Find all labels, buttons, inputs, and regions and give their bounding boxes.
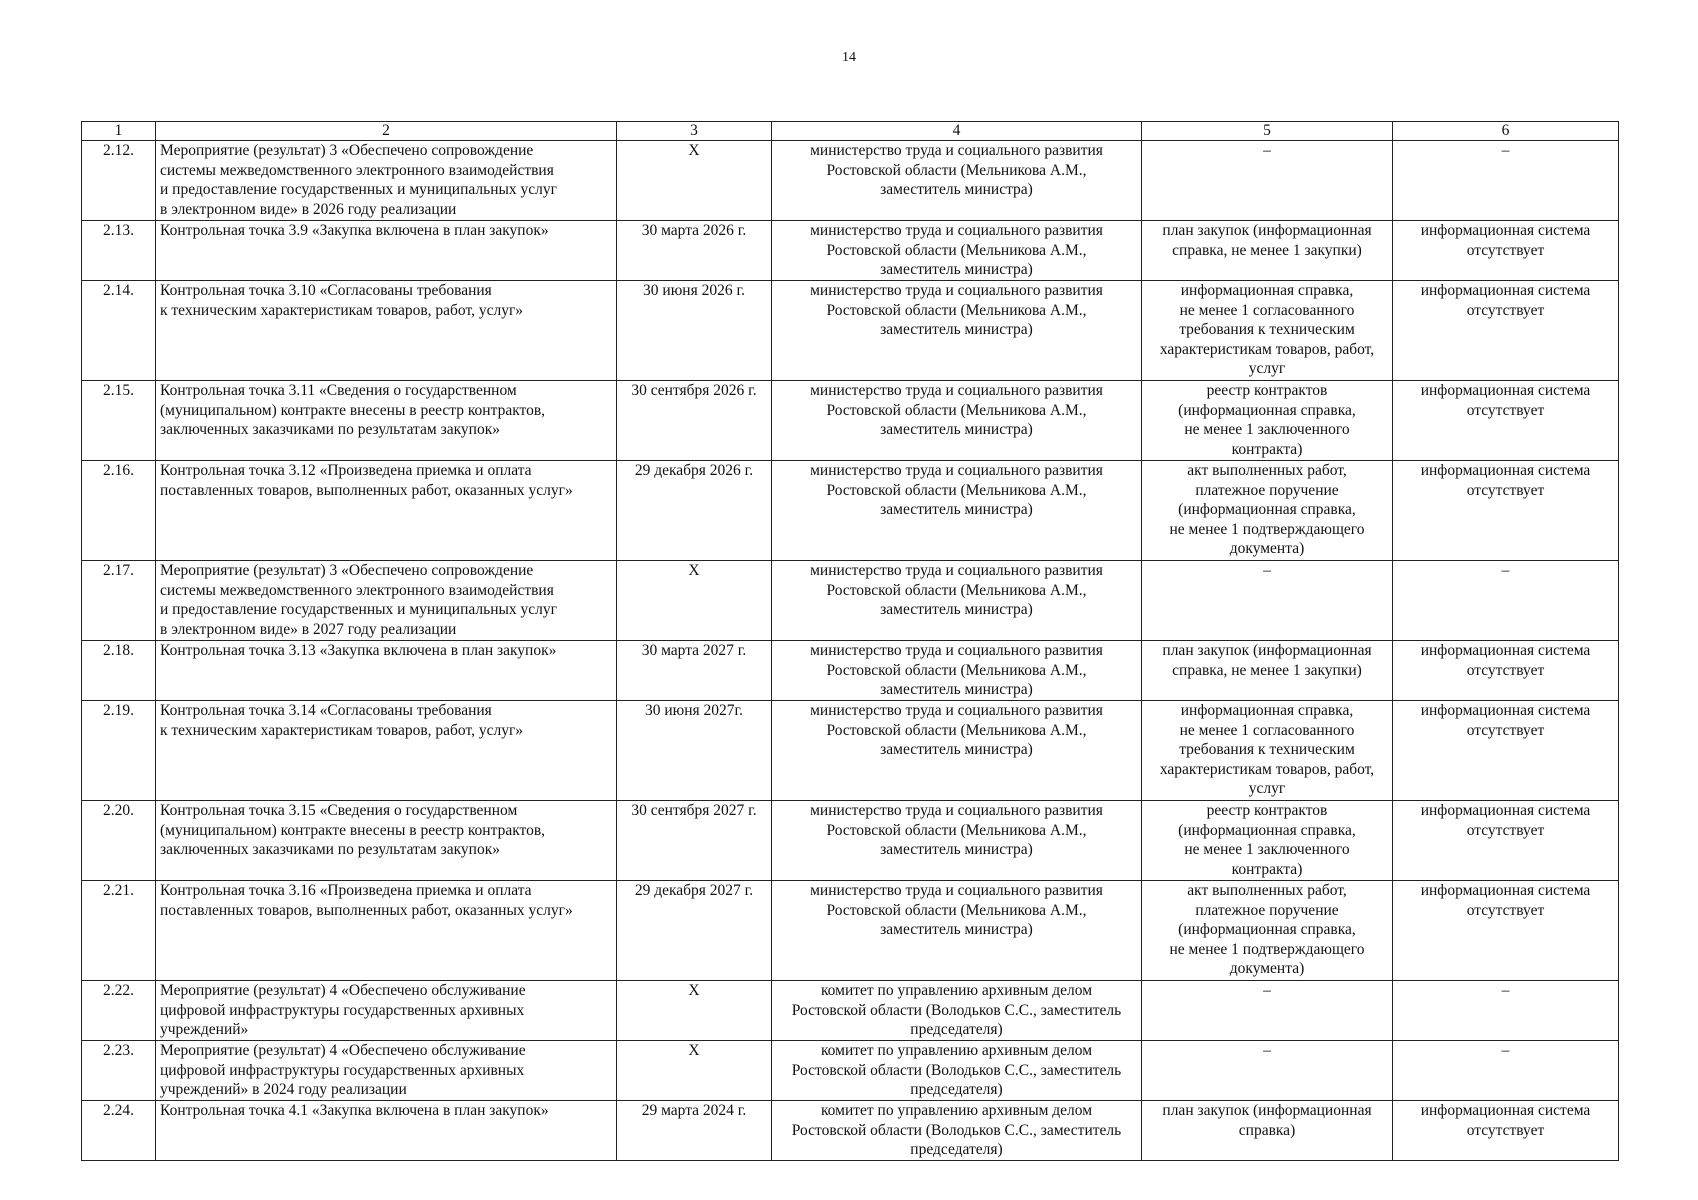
deadline-date-cell bbox=[617, 221, 772, 281]
row-number-cell bbox=[82, 1041, 156, 1101]
row-number: 2.13. bbox=[103, 222, 134, 239]
information-system-cell bbox=[1393, 141, 1619, 221]
confirming-document-cell bbox=[1142, 381, 1393, 461]
plan-table bbox=[81, 121, 1619, 1161]
deadline-date-cell bbox=[617, 981, 772, 1041]
table-row bbox=[82, 1041, 1619, 1101]
row-number: 2.18. bbox=[103, 642, 134, 659]
deadline-date-cell bbox=[617, 881, 772, 981]
deadline-date: 30 сентября 2027 г. bbox=[631, 802, 757, 819]
deadline-date: 30 июня 2026 г. bbox=[643, 282, 745, 299]
responsible-executor-cell bbox=[772, 641, 1142, 701]
deadline-date: Х bbox=[688, 1042, 700, 1059]
table-row bbox=[82, 381, 1619, 461]
responsible-executor-cell bbox=[772, 141, 1142, 221]
event-name-cell bbox=[156, 381, 617, 461]
deadline-date-cell bbox=[617, 141, 772, 221]
event-name: Контрольная точка 3.13 «Закупка включена в план закупок» bbox=[160, 642, 557, 659]
deadline-date-cell bbox=[617, 381, 772, 461]
confirming-document-cell bbox=[1142, 1101, 1393, 1161]
responsible-executor: министерство труда и социального развития Ростовской области (Мельникова А.М., заместитель министра) bbox=[810, 642, 1103, 699]
confirming-document-cell bbox=[1142, 1041, 1393, 1101]
table-body bbox=[82, 122, 1619, 1161]
row-number: 2.23. bbox=[103, 1042, 134, 1059]
responsible-executor-cell bbox=[772, 701, 1142, 801]
information-system-cell bbox=[1393, 641, 1619, 701]
information-system: информационная система отсутствует bbox=[1420, 222, 1591, 259]
information-system: информационная система отсутствует bbox=[1420, 462, 1591, 499]
deadline-date: 29 марта 2024 г. bbox=[641, 1102, 747, 1119]
responsible-executor: министерство труда и социального развития Ростовской области (Мельникова А.М., заместитель министра) bbox=[810, 562, 1103, 619]
row-number: 2.17. bbox=[103, 562, 134, 579]
confirming-document: – bbox=[1263, 982, 1271, 999]
event-name-cell bbox=[156, 1101, 617, 1161]
confirming-document-cell bbox=[1142, 801, 1393, 881]
event-name-cell bbox=[156, 221, 617, 281]
confirming-document: план закупок (информационная справка, не менее 1 закупки) bbox=[1162, 222, 1372, 259]
row-number-cell bbox=[82, 221, 156, 281]
deadline-date: 30 сентября 2026 г. bbox=[631, 382, 757, 399]
table-row bbox=[82, 881, 1619, 981]
page-number: 14 bbox=[842, 50, 856, 65]
confirming-document: реестр контрактов (информационная справка, не менее 1 заключенного контракта) bbox=[1178, 382, 1356, 458]
row-number-cell bbox=[82, 281, 156, 381]
responsible-executor-cell bbox=[772, 281, 1142, 381]
deadline-date-cell bbox=[617, 641, 772, 701]
row-number-cell bbox=[82, 381, 156, 461]
responsible-executor-cell bbox=[772, 221, 1142, 281]
deadline-date-cell bbox=[617, 1041, 772, 1101]
table-row bbox=[82, 1101, 1619, 1161]
responsible-executor: министерство труда и социального развития Ростовской области (Мельникова А.М., заместитель министра) bbox=[810, 222, 1103, 279]
responsible-executor-cell bbox=[772, 1101, 1142, 1161]
row-number: 2.24. bbox=[103, 1102, 134, 1119]
event-name: Контрольная точка 3.12 «Произведена приемка и оплата поставленных товаров, выполненных работ, оказанных услуг» bbox=[160, 462, 573, 499]
row-number-cell bbox=[82, 801, 156, 881]
responsible-executor-cell bbox=[772, 801, 1142, 881]
row-number-cell bbox=[82, 641, 156, 701]
deadline-date-cell bbox=[617, 701, 772, 801]
information-system-cell bbox=[1393, 381, 1619, 461]
event-name-cell bbox=[156, 281, 617, 381]
table-row bbox=[82, 561, 1619, 641]
confirming-document-cell bbox=[1142, 221, 1393, 281]
column-number-row bbox=[82, 122, 1619, 141]
column-header: 6 bbox=[1393, 122, 1619, 141]
responsible-executor: министерство труда и социального развития Ростовской области (Мельникова А.М., заместитель министра) bbox=[810, 462, 1103, 519]
row-number: 2.19. bbox=[103, 702, 134, 719]
information-system-cell bbox=[1393, 801, 1619, 881]
event-name-cell bbox=[156, 801, 617, 881]
deadline-date: Х bbox=[688, 562, 700, 579]
information-system: информационная система отсутствует bbox=[1420, 882, 1591, 919]
row-number: 2.16. bbox=[103, 462, 134, 479]
information-system-cell bbox=[1393, 281, 1619, 381]
information-system: – bbox=[1501, 982, 1510, 999]
column-header: 2 bbox=[156, 122, 617, 141]
responsible-executor: министерство труда и социального развития Ростовской области (Мельникова А.М., заместитель министра) bbox=[810, 142, 1103, 199]
information-system: – bbox=[1501, 142, 1510, 159]
row-number-cell bbox=[82, 881, 156, 981]
column-header: 4 bbox=[772, 122, 1142, 141]
confirming-document-cell bbox=[1142, 641, 1393, 701]
responsible-executor: министерство труда и социального развития Ростовской области (Мельникова А.М., заместитель министра) bbox=[810, 802, 1103, 859]
confirming-document-cell bbox=[1142, 881, 1393, 981]
event-name: Контрольная точка 4.1 «Закупка включена в план закупок» bbox=[160, 1102, 549, 1119]
confirming-document: информационная справка, не менее 1 согласованного требования к техническим характеристикам товаров, работ, услуг bbox=[1159, 702, 1375, 798]
responsible-executor: министерство труда и социального развития Ростовской области (Мельникова А.М., заместитель министра) bbox=[810, 282, 1103, 339]
confirming-document-cell bbox=[1142, 281, 1393, 381]
information-system: информационная система отсутствует bbox=[1420, 802, 1591, 839]
confirming-document: информационная справка, не менее 1 согласованного требования к техническим характеристикам товаров, работ, услуг bbox=[1159, 282, 1375, 378]
confirming-document: – bbox=[1263, 562, 1271, 579]
row-number: 2.12. bbox=[103, 142, 134, 159]
table-row bbox=[82, 221, 1619, 281]
responsible-executor-cell bbox=[772, 461, 1142, 561]
row-number: 2.14. bbox=[103, 282, 134, 299]
responsible-executor-cell bbox=[772, 381, 1142, 461]
deadline-date-cell bbox=[617, 1101, 772, 1161]
event-name: Контрольная точка 3.15 «Сведения о государственном (муниципальном) контракте внесены в реестр контрактов, заключенных заказчиками по результатам закупок» bbox=[160, 802, 546, 859]
event-name-cell bbox=[156, 981, 617, 1041]
row-number-cell bbox=[82, 461, 156, 561]
event-name-cell bbox=[156, 461, 617, 561]
table-row bbox=[82, 981, 1619, 1041]
event-name: Контрольная точка 3.10 «Согласованы требования к техническим характеристикам товаров, работ, услуг» bbox=[160, 282, 524, 319]
information-system: информационная система отсутствует bbox=[1420, 1102, 1591, 1139]
event-name-cell bbox=[156, 641, 617, 701]
responsible-executor: министерство труда и социального развития Ростовской области (Мельникова А.М., заместитель министра) bbox=[810, 382, 1103, 439]
row-number-cell bbox=[82, 141, 156, 221]
table-row bbox=[82, 701, 1619, 801]
event-name-cell bbox=[156, 141, 617, 221]
responsible-executor: комитет по управлению архивным делом Ростовской области (Володьков С.С., заместитель председателя) bbox=[791, 1042, 1122, 1099]
table-row bbox=[82, 801, 1619, 881]
responsible-executor: министерство труда и социального развития Ростовской области (Мельникова А.М., заместитель министра) bbox=[810, 882, 1103, 939]
row-number: 2.20. bbox=[103, 802, 134, 819]
information-system: информационная система отсутствует bbox=[1420, 382, 1591, 419]
deadline-date-cell bbox=[617, 801, 772, 881]
row-number: 2.15. bbox=[103, 382, 134, 399]
information-system-cell bbox=[1393, 1101, 1619, 1161]
information-system: информационная система отсутствует bbox=[1420, 282, 1591, 319]
confirming-document-cell bbox=[1142, 981, 1393, 1041]
event-name: Контрольная точка 3.9 «Закупка включена в план закупок» bbox=[160, 222, 549, 239]
event-name: Мероприятие (результат) 4 «Обеспечено обслуживание цифровой инфраструктуры государственных архивных учреждений» bbox=[160, 982, 526, 1039]
responsible-executor: министерство труда и социального развития Ростовской области (Мельникова А.М., заместитель министра) bbox=[810, 702, 1103, 759]
information-system: информационная система отсутствует bbox=[1420, 702, 1591, 739]
deadline-date: 29 декабря 2026 г. bbox=[634, 462, 754, 479]
responsible-executor-cell bbox=[772, 981, 1142, 1041]
table-row bbox=[82, 281, 1619, 381]
event-name-cell bbox=[156, 561, 617, 641]
deadline-date: 29 декабря 2027 г. bbox=[634, 882, 754, 899]
confirming-document: акт выполненных работ, платежное поручение (информационная справка, не менее 1 подтверждающего документа) bbox=[1169, 462, 1365, 558]
column-header: 3 bbox=[617, 122, 772, 141]
responsible-executor: комитет по управлению архивным делом Ростовской области (Володьков С.С., заместитель председателя) bbox=[791, 982, 1122, 1039]
deadline-date-cell bbox=[617, 561, 772, 641]
responsible-executor-cell bbox=[772, 1041, 1142, 1101]
confirming-document: план закупок (информационная справка, не менее 1 закупки) bbox=[1162, 642, 1372, 679]
information-system-cell bbox=[1393, 561, 1619, 641]
confirming-document: – bbox=[1263, 1042, 1271, 1059]
deadline-date: 30 июня 2027г. bbox=[644, 702, 744, 719]
row-number-cell bbox=[82, 701, 156, 801]
event-name: Контрольная точка 3.11 «Сведения о государственном (муниципальном) контракте внесены в реестр контрактов, заключенных заказчиками по результатам закупок» bbox=[160, 382, 546, 439]
responsible-executor-cell bbox=[772, 561, 1142, 641]
event-name-cell bbox=[156, 701, 617, 801]
event-name: Мероприятие (результат) 3 «Обеспечено сопровождение системы межведомственного электронного взаимодействия и предоставление государственных и муниципальных услуг в электронном виде» в 2026 году реализации bbox=[160, 142, 557, 218]
event-name-cell bbox=[156, 1041, 617, 1101]
table-row bbox=[82, 461, 1619, 561]
information-system-cell bbox=[1393, 1041, 1619, 1101]
deadline-date: Х bbox=[688, 982, 700, 999]
information-system: информационная система отсутствует bbox=[1420, 642, 1591, 679]
information-system: – bbox=[1501, 1042, 1510, 1059]
row-number: 2.22. bbox=[103, 982, 134, 999]
information-system-cell bbox=[1393, 881, 1619, 981]
confirming-document: – bbox=[1263, 142, 1271, 159]
information-system-cell bbox=[1393, 461, 1619, 561]
row-number-cell bbox=[82, 1101, 156, 1161]
confirming-document-cell bbox=[1142, 701, 1393, 801]
responsible-executor-cell bbox=[772, 881, 1142, 981]
row-number-cell bbox=[82, 561, 156, 641]
deadline-date: 30 марта 2027 г. bbox=[641, 642, 747, 659]
deadline-date-cell bbox=[617, 281, 772, 381]
responsible-executor: комитет по управлению архивным делом Ростовской области (Володьков С.С., заместитель председателя) bbox=[791, 1102, 1122, 1159]
confirming-document-cell bbox=[1142, 141, 1393, 221]
information-system: – bbox=[1501, 562, 1510, 579]
deadline-date: Х bbox=[688, 142, 700, 159]
table-row bbox=[82, 141, 1619, 221]
event-name: Мероприятие (результат) 4 «Обеспечено обслуживание цифровой инфраструктуры государственных архивных учреждений» в 2024 году реализации bbox=[160, 1042, 526, 1099]
information-system-cell bbox=[1393, 701, 1619, 801]
row-number-cell bbox=[82, 981, 156, 1041]
event-name: Мероприятие (результат) 3 «Обеспечено сопровождение системы межведомственного электронного взаимодействия и предоставление государственных и муниципальных услуг в электронном виде» в 2027 году реализации bbox=[160, 562, 557, 638]
confirming-document: реестр контрактов (информационная справка, не менее 1 заключенного контракта) bbox=[1178, 802, 1356, 878]
column-header: 5 bbox=[1142, 122, 1393, 141]
row-number: 2.21. bbox=[103, 882, 134, 899]
deadline-date-cell bbox=[617, 461, 772, 561]
deadline-date: 30 марта 2026 г. bbox=[641, 222, 747, 239]
table-row bbox=[82, 641, 1619, 701]
confirming-document-cell bbox=[1142, 561, 1393, 641]
event-name: Контрольная точка 3.14 «Согласованы требования к техническим характеристикам товаров, работ, услуг» bbox=[160, 702, 524, 739]
confirming-document-cell bbox=[1142, 461, 1393, 561]
event-name-cell bbox=[156, 881, 617, 981]
information-system-cell bbox=[1393, 981, 1619, 1041]
event-name: Контрольная точка 3.16 «Произведена приемка и оплата поставленных товаров, выполненных работ, оказанных услуг» bbox=[160, 882, 573, 919]
information-system-cell bbox=[1393, 221, 1619, 281]
confirming-document: акт выполненных работ, платежное поручение (информационная справка, не менее 1 подтверждающего документа) bbox=[1169, 882, 1365, 978]
column-header: 1 bbox=[82, 122, 156, 141]
confirming-document: план закупок (информационная справка) bbox=[1162, 1102, 1372, 1139]
